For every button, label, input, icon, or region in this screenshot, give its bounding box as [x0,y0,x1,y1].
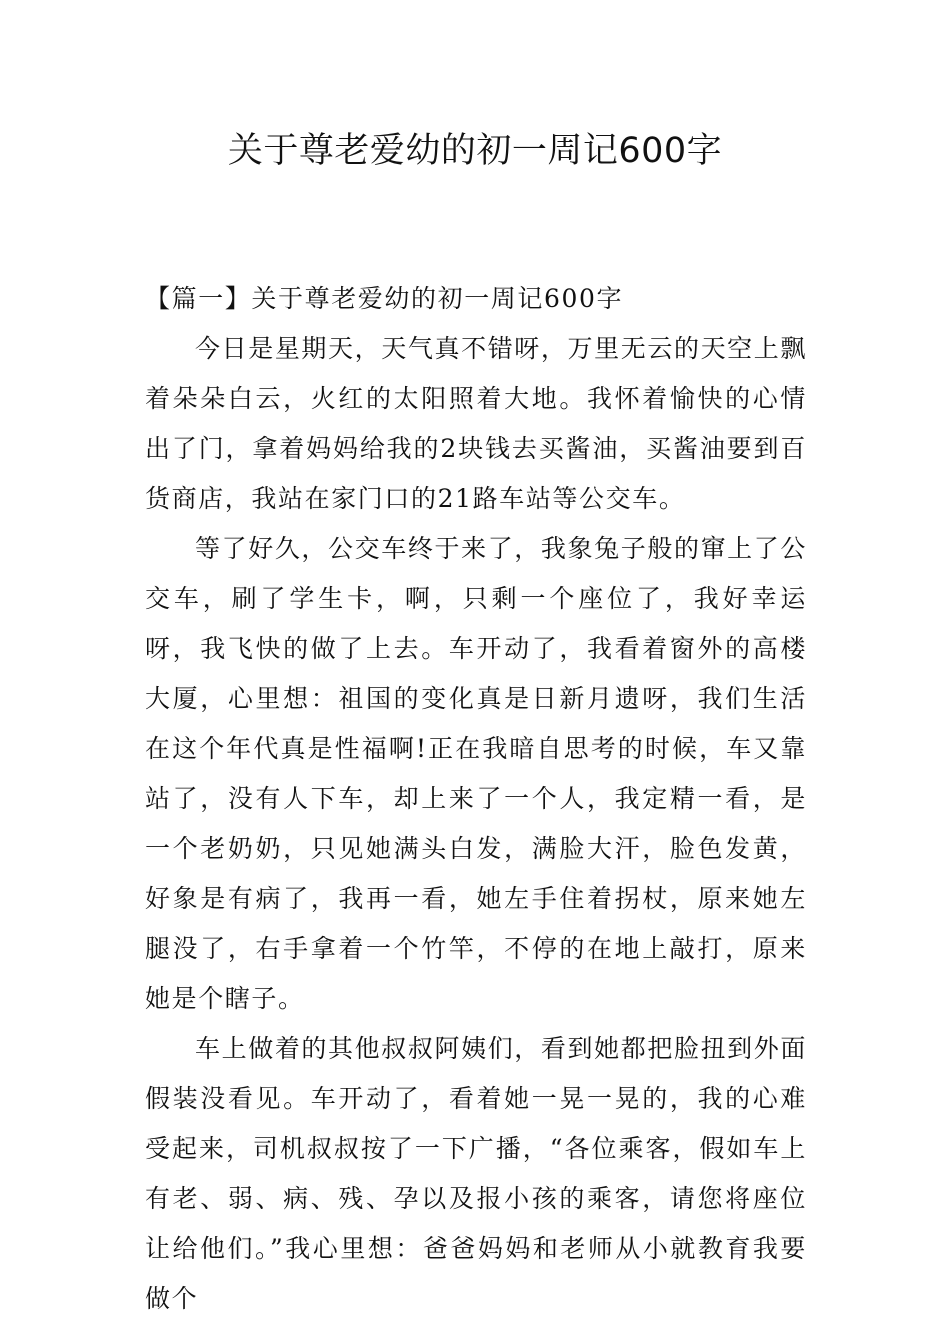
document-body [145,274,807,1324]
paragraph-3: 车上做着的其他叔叔阿姨们，看到她都把脸扭到外面假装没看见。车开动了，看着她一晃一晃的，我的心难受起来，司机叔叔按了一下广播，“各位乘客，假如车上有老、弱、病、残、孕以及报小孩的乘客，请您将座位让给他们。”我心里想：爸爸妈妈和老师从小就教育我要做个 [145,1034,807,1313]
document-title: 关于尊老爱幼的初一周记600字 [227,131,723,171]
paragraph-1: 今日是星期天，天气真不错呀，万里无云的天空上飘着朵朵白云，火红的太阳照着大地。我怀着愉快的心情出了门，拿着妈妈给我的2块钱去买酱油，买酱油要到百货商店，我站在家门口的21路车站等公交车。 [145,334,807,513]
paragraph-2: 等了好久，公交车终于来了，我象兔子般的窜上了公交车，刷了学生卡，啊，只剩一个座位了，我好幸运呀，我飞快的做了上去。车开动了，我看着窗外的高楼大厦，心里想：祖国的变化真是日新月遗呀，我们生活在这个年代真是性福啊!正在我暗自思考的时候，车又靠站了，没有人下车，却上来了一个人，我定精一看，是一个老奶奶，只见她满头白发，满脸大汗，脸色发黄，好象是有病了，我再一看，她左手住着拐杖，原来她左腿没了，右手拿着一个竹竿，不停的在地上敲打，原来她是个瞎子。 [145,534,807,1013]
section-heading: 【篇一】关于尊老爱幼的初一周记600字 [145,284,624,313]
